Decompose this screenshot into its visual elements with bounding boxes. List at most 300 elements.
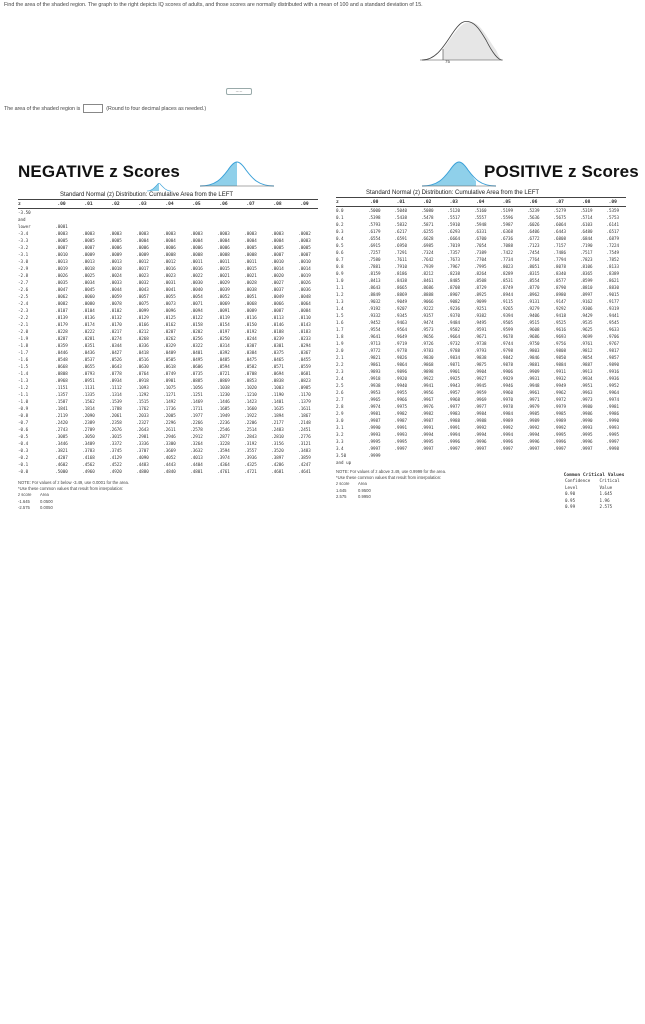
positive-area-cell: .6141 <box>606 222 620 227</box>
negative-area-cell: .0823 <box>298 378 311 383</box>
negative-area-cell: .1635 <box>271 406 284 411</box>
positive-table-row <box>336 312 626 319</box>
positive-area-cell: .9977 <box>447 404 461 409</box>
positive-area-cell: .5714 <box>579 215 593 220</box>
positive-area-cell: .9993 <box>367 432 381 437</box>
negative-area-cell: .0006 <box>136 245 149 250</box>
negative-area-cell: .1587 <box>55 399 68 404</box>
positive-area-cell: .9394 <box>500 313 514 318</box>
negative-area-cell: .0119 <box>217 315 230 320</box>
negative-area-cell <box>183 209 210 216</box>
positive-area-cell: .6915 <box>367 243 381 248</box>
positive-z-cell: 3.4 <box>336 446 344 451</box>
answer-input[interactable] <box>83 104 103 113</box>
negative-area-cell: .0048 <box>298 294 311 299</box>
positive-z-cell: 0.1 <box>336 215 344 220</box>
negative-area-cell: .0008 <box>244 252 257 257</box>
positive-area-cell: .8749 <box>500 285 514 290</box>
negative-area-cell: .3264 <box>190 441 203 446</box>
negative-table-row <box>18 447 318 454</box>
positive-table-row <box>336 389 626 396</box>
positive-area-cell: .9981 <box>367 411 381 416</box>
positive-area-cell: .6700 <box>473 236 487 241</box>
negative-area-cell: .1685 <box>217 406 230 411</box>
positive-area-cell: .9990 <box>606 418 620 423</box>
positive-area-cell: .9925 <box>447 376 461 381</box>
positive-col-header: .09 <box>608 200 617 205</box>
positive-area-cell: .5948 <box>473 222 487 227</box>
positive-table-row <box>336 347 626 354</box>
positive-area-cell: .9997 <box>447 446 461 451</box>
negative-area-cell: .1867 <box>298 413 311 418</box>
positive-area-cell: .9382 <box>473 313 487 318</box>
negative-area-cell: .0918 <box>136 378 149 383</box>
negative-area-cell: .2148 <box>298 420 311 425</box>
positive-area-cell: .5478 <box>420 215 434 220</box>
negative-area-cell: .0537 <box>82 357 95 362</box>
negative-area-cell: .0384 <box>244 350 257 355</box>
positive-area-cell: .5199 <box>500 208 514 213</box>
positive-area-cell: .5596 <box>500 215 514 220</box>
positive-area-cell: .9986 <box>606 411 620 416</box>
positive-area-cell: .9032 <box>367 299 381 304</box>
positive-area-cell: .9974 <box>606 397 620 402</box>
positive-area-cell: .8133 <box>606 264 620 269</box>
negative-area-cell: .0051 <box>244 294 257 299</box>
negative-area-cell: .0618 <box>163 364 176 369</box>
negative-area-cell: .0014 <box>298 266 311 271</box>
positive-area-cell: .7967 <box>447 264 461 269</box>
negative-area-cell: .0287 <box>55 336 68 341</box>
negative-area-cell: .3085 <box>55 434 68 439</box>
positive-area-cell: .9906 <box>500 369 514 374</box>
positive-area-cell: .9920 <box>394 376 408 381</box>
positive-area-cell: .8531 <box>500 278 514 283</box>
negative-area-cell: .1093 <box>136 385 149 390</box>
positive-area-cell: .8186 <box>394 271 408 276</box>
negative-area-cell: .4920 <box>109 469 122 474</box>
negative-area-cell: .0233 <box>298 336 311 341</box>
negative-area-cell: .1492 <box>163 399 176 404</box>
negative-area-cell: .0033 <box>109 280 122 285</box>
positive-area-cell: .6985 <box>420 243 434 248</box>
positive-area-cell: .9564 <box>394 327 408 332</box>
critical-confidence: 0.99 <box>565 504 576 509</box>
negative-area-cell: .0049 <box>271 294 284 299</box>
negative-area-cell <box>210 216 237 223</box>
positive-note-line: NOTE: For values of z above 3.49, use 0.9999 for the area. <box>336 469 447 474</box>
negative-area-cell: .0026 <box>298 280 311 285</box>
positive-area-cell: .9671 <box>473 334 487 339</box>
positive-z-cell: 1.5 <box>336 313 344 318</box>
negative-area-cell: .0582 <box>244 364 257 369</box>
positive-area-cell <box>573 452 600 459</box>
positive-area-cell: .9625 <box>579 327 593 332</box>
positive-area-cell: .9616 <box>553 327 567 332</box>
positive-z-cell: 0.9 <box>336 271 344 276</box>
negative-area-cell: .0004 <box>136 238 149 243</box>
positive-z-cell: and up <box>336 460 352 465</box>
positive-grid <box>336 199 626 466</box>
positive-z-cell: 1.3 <box>336 299 344 304</box>
negative-area-cell: .0026 <box>55 273 68 278</box>
positive-col-header: .05 <box>502 200 511 205</box>
negative-table-row <box>18 293 318 300</box>
negative-bell-icon <box>198 160 276 190</box>
positive-area-cell: .8907 <box>447 292 461 297</box>
positive-area-cell: .9265 <box>500 306 514 311</box>
negative-area-cell <box>210 209 237 216</box>
positive-area-cell: .9699 <box>579 334 593 339</box>
positive-area-cell: .9996 <box>526 439 540 444</box>
negative-col-header: .05 <box>192 202 201 207</box>
negative-area-cell: .0838 <box>271 378 284 383</box>
negative-area-cell: .3228 <box>217 441 230 446</box>
positive-area-cell: .7019 <box>447 243 461 248</box>
negative-interp-z: -2.575 <box>18 504 30 510</box>
more-info-button[interactable]: ..... <box>226 88 252 95</box>
positive-area-cell: .9995 <box>420 439 434 444</box>
positive-area-cell: .9599 <box>500 327 514 332</box>
positive-area-cell: .9988 <box>447 418 461 423</box>
positive-area-cell: .9980 <box>579 404 593 409</box>
positive-area-cell: .9901 <box>447 369 461 374</box>
negative-area-cell: .0170 <box>109 322 122 327</box>
positive-area-cell <box>361 459 388 466</box>
negative-area-cell: .0024 <box>109 273 122 278</box>
negative-area-cell: .4364 <box>217 462 230 467</box>
positive-area-cell: .9971 <box>526 397 540 402</box>
positive-area-cell: .9236 <box>447 306 461 311</box>
positive-area-cell: .9927 <box>473 376 487 381</box>
positive-area-cell: .9817 <box>606 348 620 353</box>
negative-z-cell: -0.2 <box>18 455 29 460</box>
negative-area-cell: .2483 <box>271 427 284 432</box>
negative-area-cell: .0012 <box>163 259 176 264</box>
negative-area-cell: .4960 <box>82 469 95 474</box>
positive-area-cell: .9608 <box>526 327 540 332</box>
negative-z-cell: -0.1 <box>18 462 29 467</box>
negative-area-cell <box>129 216 156 223</box>
negative-area-cell: .0015 <box>244 266 257 271</box>
positive-area-cell: .9495 <box>473 320 487 325</box>
negative-z-cell: -1.1 <box>18 392 29 397</box>
positive-area-cell: .6517 <box>606 229 620 234</box>
positive-area-cell: .7257 <box>367 250 381 255</box>
negative-area-cell <box>291 209 318 216</box>
positive-area-cell: .9938 <box>367 383 381 388</box>
positive-z-cell: 0.8 <box>336 264 344 269</box>
positive-z-cell: 1.4 <box>336 306 344 311</box>
negative-table-row <box>18 398 318 405</box>
negative-area-cell: .0007 <box>55 245 68 250</box>
negative-area-cell: .0013 <box>82 259 95 264</box>
positive-area-cell: .5987 <box>500 222 514 227</box>
positive-area-cell: .8289 <box>500 271 514 276</box>
positive-area-cell: .8315 <box>526 271 540 276</box>
positive-area-cell: .5359 <box>606 208 620 213</box>
negative-area-cell <box>264 209 291 216</box>
positive-area-cell: .6950 <box>394 243 408 248</box>
positive-area-cell: .9893 <box>367 369 381 374</box>
positive-area-cell: .8729 <box>473 285 487 290</box>
negative-area-cell: .0268 <box>136 336 149 341</box>
problem-statement: Find the area of the shaded region. The graph to the right depicts IQ scores of adults, and those scores are normally distributed with a mean of 100 and a standard deviation of 15. <box>4 2 423 8</box>
positive-area-cell: .9357 <box>420 313 434 318</box>
positive-area-cell: .6331 <box>473 229 487 234</box>
positive-table-row <box>336 270 626 277</box>
positive-area-cell <box>573 459 600 466</box>
positive-area-cell: .7422 <box>500 250 514 255</box>
negative-area-cell: .0055 <box>163 294 176 299</box>
negative-area-cell: .0016 <box>163 266 176 271</box>
positive-area-cell: .8944 <box>500 292 514 297</box>
negative-z-cell: -0.8 <box>18 413 29 418</box>
positive-area-cell: .9929 <box>500 376 514 381</box>
negative-area-cell: .0475 <box>244 357 257 362</box>
positive-area-cell: .9952 <box>606 383 620 388</box>
negative-table-row <box>18 356 318 363</box>
negative-area-cell: .1539 <box>109 399 122 404</box>
negative-area-cell: .0010 <box>271 259 284 264</box>
positive-area-cell: .9943 <box>447 383 461 388</box>
negative-area-cell: .3859 <box>298 455 311 460</box>
positive-z-cell: 2.2 <box>336 362 344 367</box>
positive-area-cell <box>494 452 521 459</box>
negative-interp-z: -1.645 <box>18 498 30 504</box>
positive-area-cell: .9854 <box>579 355 593 360</box>
negative-area-cell <box>156 216 183 223</box>
negative-area-cell: .0041 <box>163 287 176 292</box>
positive-area-cell: .7190 <box>579 243 593 248</box>
positive-area-cell: .9066 <box>420 299 434 304</box>
negative-area-cell: .1230 <box>217 392 230 397</box>
critical-header: Critical Value <box>599 478 620 490</box>
positive-area-cell: .9192 <box>367 306 381 311</box>
positive-area-cell: .9370 <box>447 313 461 318</box>
negative-area-cell: .2611 <box>163 427 176 432</box>
negative-area-cell: .1515 <box>136 399 149 404</box>
negative-area-cell: .0069 <box>217 301 230 306</box>
positive-z-cell: 3.3 <box>336 439 344 444</box>
negative-area-cell: .3707 <box>136 448 149 453</box>
negative-area-cell: .0392 <box>217 350 230 355</box>
positive-area-cell: .9878 <box>500 362 514 367</box>
positive-area-cell: .9959 <box>473 390 487 395</box>
positive-area-cell: .8365 <box>579 271 593 276</box>
positive-col-header: z <box>336 200 339 205</box>
negative-area-cell: .0192 <box>244 329 257 334</box>
positive-area-cell: .9949 <box>553 383 567 388</box>
negative-area-cell: .0004 <box>190 238 203 243</box>
positive-area-cell: .9767 <box>606 341 620 346</box>
positive-table-row <box>336 298 626 305</box>
negative-area-cell: .0526 <box>109 357 122 362</box>
negative-area-cell: .5000 <box>55 469 68 474</box>
negative-area-cell: .4840 <box>163 469 176 474</box>
negative-area-cell: .3121 <box>298 441 311 446</box>
negative-z-cell: -1.5 <box>18 364 29 369</box>
positive-area-cell: .9319 <box>606 306 620 311</box>
positive-area-cell: .8159 <box>367 271 381 276</box>
positive-area-cell: .9987 <box>367 418 381 423</box>
positive-area-cell: .9713 <box>367 341 381 346</box>
negative-col-header: .06 <box>219 202 228 207</box>
negative-area-cell: .0031 <box>163 280 176 285</box>
negative-area-cell: .2743 <box>55 427 68 432</box>
negative-area-cell: .0010 <box>298 259 311 264</box>
negative-area-cell: .0027 <box>271 280 284 285</box>
positive-area-cell: .9525 <box>553 320 567 325</box>
positive-area-cell: .9991 <box>420 425 434 430</box>
negative-area-cell: .0040 <box>190 287 203 292</box>
positive-area-cell: .9279 <box>526 306 540 311</box>
positive-area-cell: .9788 <box>447 348 461 353</box>
negative-area-cell: .0005 <box>109 238 122 243</box>
negative-area-cell: .0011 <box>217 259 230 264</box>
negative-area-cell: .0003 <box>271 231 284 236</box>
positive-table-row <box>336 326 626 333</box>
positive-area-cell: .9997 <box>606 439 620 444</box>
negative-z-cell: -2.7 <box>18 280 29 285</box>
negative-table-row <box>18 461 318 468</box>
positive-area-cell: .8997 <box>579 292 593 297</box>
negative-area-cell: .0089 <box>244 308 257 313</box>
positive-area-cell: .9956 <box>420 390 434 395</box>
positive-z-cell: 3.2 <box>336 432 344 437</box>
positive-z-cell: 2.7 <box>336 397 344 402</box>
negative-z-cell: -3.3 <box>18 238 29 243</box>
negative-area-cell: .0314 <box>217 343 230 348</box>
negative-area-cell: .0005 <box>55 238 68 243</box>
positive-area-cell: .9918 <box>367 376 381 381</box>
positive-table-row <box>336 431 626 438</box>
positive-area-cell: .9649 <box>394 334 408 339</box>
positive-table-title: Standard Normal (z) Distribution: Cumulative Area from the LEFT <box>366 190 540 196</box>
positive-area-cell: .5279 <box>553 208 567 213</box>
negative-area-cell: .0013 <box>109 259 122 264</box>
positive-table-row <box>336 221 626 228</box>
positive-area-cell: .6664 <box>447 236 461 241</box>
negative-area-cell: .0427 <box>109 350 122 355</box>
positive-area-cell: .9936 <box>606 376 620 381</box>
positive-area-cell: .7389 <box>473 250 487 255</box>
positive-area-cell: .9983 <box>447 411 461 416</box>
positive-area-cell: .9973 <box>579 397 593 402</box>
negative-area-cell: .1251 <box>190 392 203 397</box>
positive-table-row <box>336 228 626 235</box>
negative-area-cell: .4721 <box>244 469 257 474</box>
negative-area-cell: .0005 <box>271 245 284 250</box>
positive-table-row <box>336 424 626 431</box>
negative-area-cell: .2514 <box>244 427 257 432</box>
positive-table-row <box>336 403 626 410</box>
positive-area-cell: .5000 <box>367 208 381 213</box>
negative-area-cell: .0028 <box>244 280 257 285</box>
answer-hint: (Round to four decimal places as needed.) <box>106 105 207 112</box>
negative-area-cell: .3483 <box>298 448 311 453</box>
answer-line <box>4 104 206 113</box>
negative-area-cell: .0039 <box>217 287 230 292</box>
negative-area-cell: .0294 <box>298 343 311 348</box>
negative-area-cell: .0951 <box>82 378 95 383</box>
positive-area-cell: .9726 <box>420 341 434 346</box>
positive-area-cell: .7224 <box>606 243 620 248</box>
positive-area-cell: .9904 <box>473 369 487 374</box>
positive-area-cell: .9082 <box>447 299 461 304</box>
negative-area-cell: .1894 <box>271 413 284 418</box>
negative-area-cell: .2236 <box>217 420 230 425</box>
negative-area-cell: .2981 <box>136 434 149 439</box>
positive-area-cell <box>520 452 547 459</box>
positive-area-cell: .8869 <box>394 292 408 297</box>
positive-note <box>336 469 536 500</box>
negative-area-cell: .0217 <box>109 329 122 334</box>
negative-area-cell: .0150 <box>244 322 257 327</box>
positive-area-cell <box>547 452 574 459</box>
positive-z-cell: 0.2 <box>336 222 344 227</box>
negative-area-cell: .4404 <box>190 462 203 467</box>
negative-area-cell: .3520 <box>271 448 284 453</box>
negative-area-cell: .0003 <box>163 231 176 236</box>
negative-table-title: Standard Normal (z) Distribution: Cumulative Area from the LEFT <box>60 192 234 198</box>
negative-area-cell <box>291 216 318 223</box>
negative-grid <box>18 201 318 475</box>
negative-area-cell: .1788 <box>109 406 122 411</box>
positive-z-cell: 1.9 <box>336 341 344 346</box>
critical-values-title: Common Critical Values <box>563 473 625 478</box>
positive-area-cell: .9911 <box>553 369 567 374</box>
negative-area-cell: .0021 <box>244 273 257 278</box>
negative-area-cell: .0096 <box>163 308 176 313</box>
negative-area-cell: .0655 <box>82 364 95 369</box>
negative-area-cell: .0116 <box>244 315 257 320</box>
negative-area-cell: .3446 <box>55 441 68 446</box>
negative-area-cell: .0004 <box>217 238 230 243</box>
positive-area-cell: .5438 <box>394 215 408 220</box>
negative-z-cell: -2.9 <box>18 266 29 271</box>
positive-area-cell: .9974 <box>367 404 381 409</box>
positive-area-cell: .9996 <box>579 439 593 444</box>
positive-area-cell: .9962 <box>553 390 567 395</box>
negative-area-cell: .4247 <box>298 462 311 467</box>
negative-area-cell: .0594 <box>217 364 230 369</box>
negative-z-cell: -2.0 <box>18 329 29 334</box>
negative-area-cell <box>264 216 291 223</box>
negative-area-cell: .0094 <box>190 308 203 313</box>
negative-area-cell: .0091 <box>217 308 230 313</box>
positive-area-cell: .7642 <box>420 257 434 262</box>
negative-area-cell <box>48 209 75 216</box>
positive-table-row <box>336 368 626 375</box>
negative-area-cell <box>75 209 102 216</box>
negative-area-cell: .0008 <box>163 252 176 257</box>
positive-area-cell: .6480 <box>579 229 593 234</box>
positive-area-cell: .9162 <box>579 299 593 304</box>
negative-area-cell: .0668 <box>55 364 68 369</box>
negative-area-cell: .1131 <box>82 385 95 390</box>
positive-area-cell: .9990 <box>579 418 593 423</box>
negative-table-row <box>18 307 318 314</box>
positive-area-cell: .7881 <box>367 264 381 269</box>
positive-area-cell: .9995 <box>553 432 567 437</box>
negative-area-cell: .0307 <box>244 343 257 348</box>
positive-area-cell: .8461 <box>420 278 434 283</box>
negative-col-header: .08 <box>273 202 282 207</box>
positive-area-cell: .9881 <box>526 362 540 367</box>
positive-area-cell: .9993 <box>579 425 593 430</box>
negative-area-cell: .3336 <box>136 441 149 446</box>
